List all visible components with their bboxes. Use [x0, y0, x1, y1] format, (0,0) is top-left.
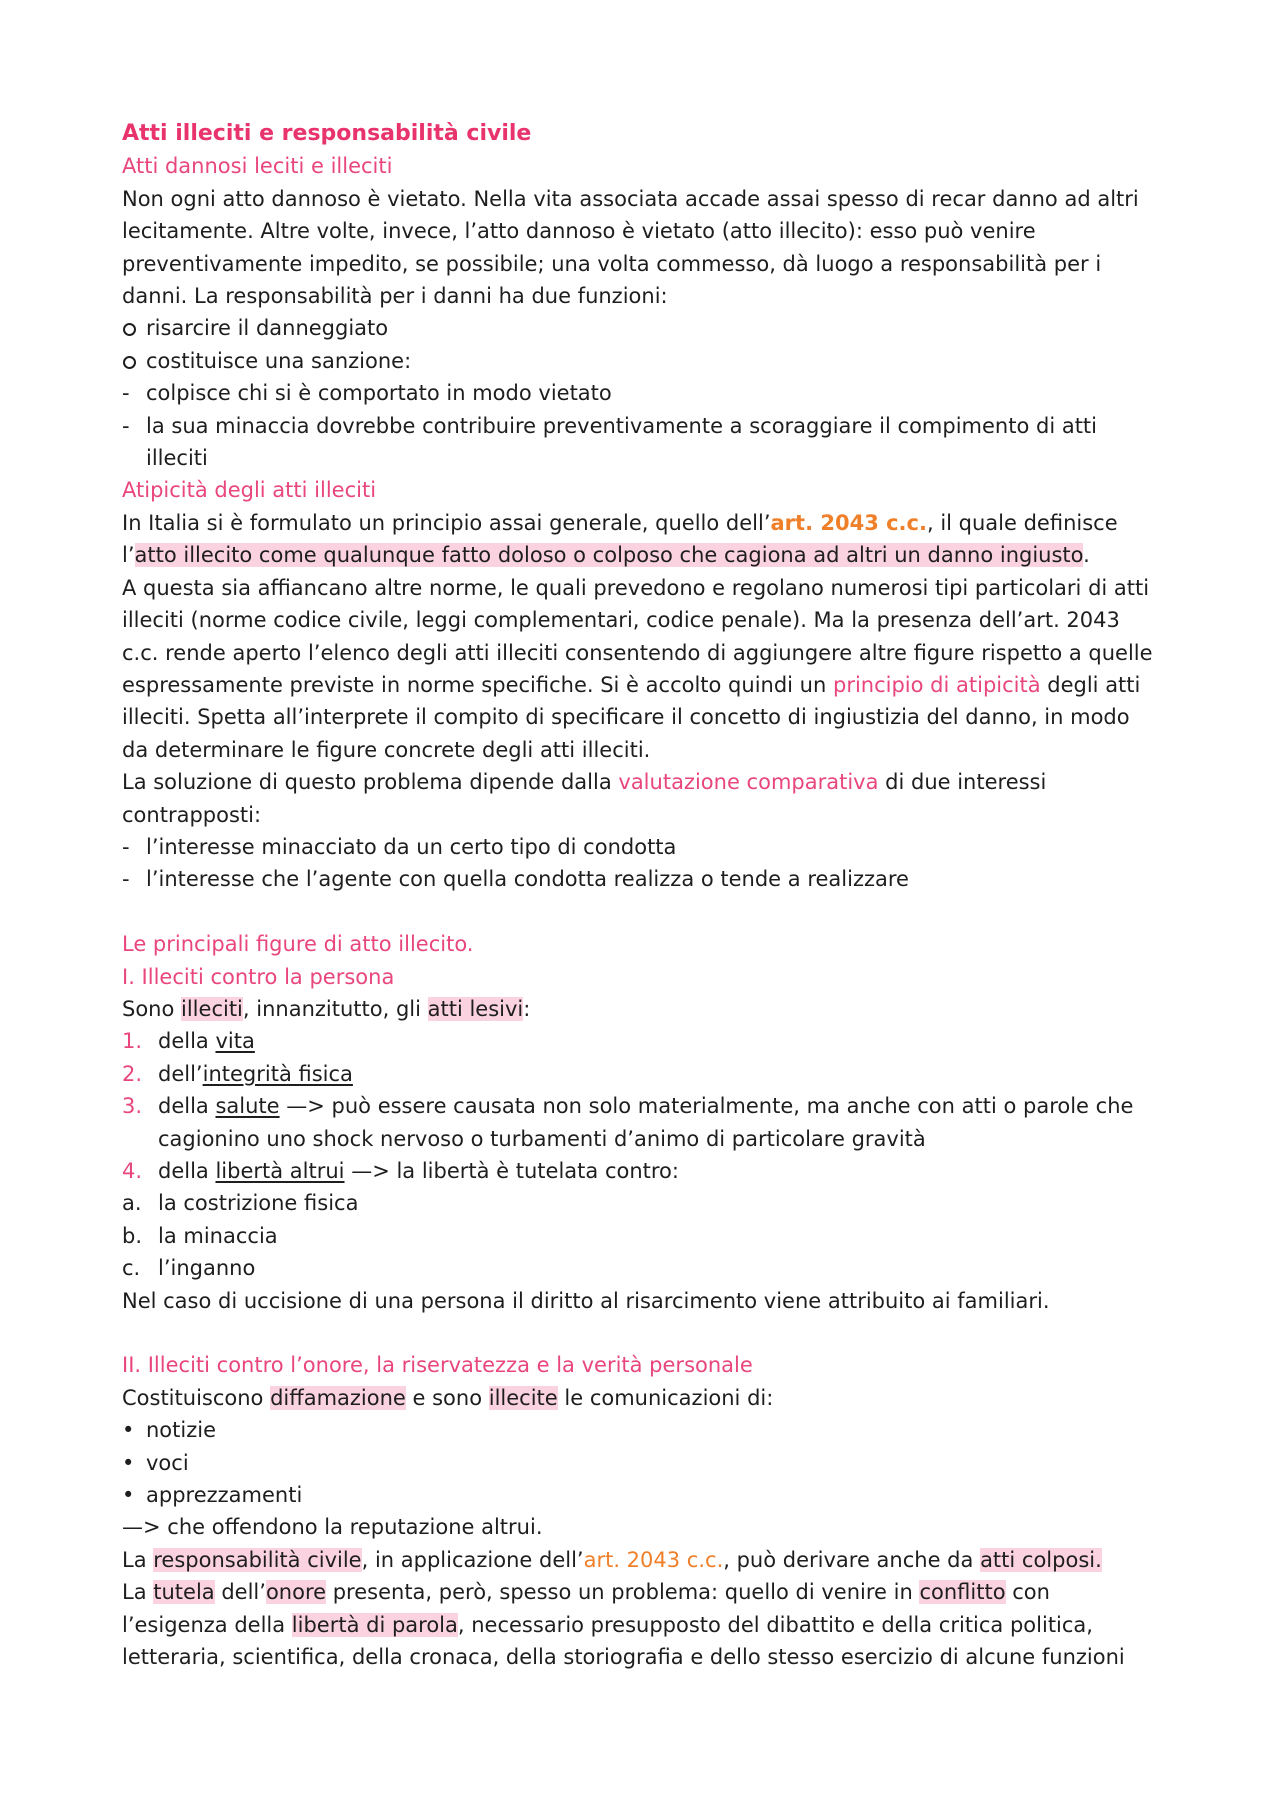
highlight: illeciti [181, 996, 243, 1021]
paragraph-line: letteraria, scientifica, della cronaca, della storiografia e dello stesso esercizio di alcune funzioni [122, 1645, 1125, 1670]
subsection-heading-persona: I. Illeciti contro la persona [122, 964, 395, 989]
item-letter: a. [122, 1191, 142, 1216]
dash-bullet: - [122, 413, 130, 438]
numbered-item: 1. della vita [122, 1025, 1172, 1057]
paragraph-line: illeciti. Spetta all’interprete il compito di specificare il concetto di ingiustizia del danno, in modo [122, 705, 1130, 730]
highlight: atto illecito come qualunque fatto doloso o colposo che cagiona ad altri un danno ingiusto [134, 543, 1084, 568]
list-item-continuation: illeciti [146, 446, 208, 471]
lettered-item: c. l’inganno [122, 1252, 1172, 1284]
key-term: valutazione comparativa [618, 770, 879, 795]
spacer [122, 896, 1172, 928]
paragraph-line: da determinare le figure concrete degli atti illeciti. [122, 737, 651, 762]
paragraph-line: espressamente previste in norme specifiche. Si è accolto quindi un principio di atipicità degli atti [122, 672, 1141, 697]
document-body [122, 118, 1172, 1673]
highlight: diffamazione [270, 1385, 406, 1410]
dash-bullet: - [122, 834, 130, 859]
list-item: - l’interesse minacciato da un certo tipo di condotta [122, 831, 1172, 863]
item-letter: c. [122, 1256, 141, 1281]
highlight: illecite [488, 1385, 558, 1410]
paragraph-line: preventivamente impedito, se possibile; una volta commesso, dà luogo a responsabilità per i [122, 251, 1102, 276]
paragraph-line: contrapposti: [122, 802, 262, 827]
article-reference: art. 2043 c.c. [583, 1547, 724, 1572]
paragraph-line: —> che offendono la reputazione altrui. [122, 1515, 543, 1540]
highlight: atti lesivi [427, 996, 524, 1021]
circle-bullet-icon [123, 356, 136, 369]
list-item: - la sua minaccia dovrebbe contribuire preventivamente a scoraggiare il compimento di atti [122, 410, 1172, 442]
key-term: principio di atipicità [832, 672, 1041, 697]
section-heading-atti-dannosi: Atti dannosi leciti e illeciti [122, 154, 393, 179]
dot-bullet-icon: • [122, 1418, 135, 1443]
section-heading-principali-figure: Le principali figure di atto illecito. [122, 932, 474, 957]
underlined-term: libertà altrui [215, 1158, 345, 1183]
paragraph-line: Non ogni atto dannoso è vietato. Nella vita associata accade assai spesso di recar danno ad altri [122, 186, 1139, 211]
dash-bullet: - [122, 867, 130, 892]
list-item: - l’interesse che l’agente con quella condotta realizza o tende a realizzare [122, 863, 1172, 895]
list-item: - colpisce chi si è comportato in modo vietato [122, 377, 1172, 409]
paragraph-line: Sono illeciti, innanzitutto, gli atti lesivi: [122, 996, 531, 1021]
paragraph-line: l’esigenza della libertà di parola, necessario presupposto del dibattito e della critica politica, [122, 1612, 1093, 1637]
list-item: • notizie [122, 1414, 1172, 1446]
paragraph-line: Nel caso di uccisione di una persona il diritto al risarcimento viene attribuito ai familiari. [122, 1288, 1050, 1313]
item-number: 2. [122, 1061, 143, 1086]
item-number: 1. [122, 1029, 143, 1054]
underlined-term: integrità fisica [202, 1061, 353, 1086]
list-item: costituisce una sanzione: [122, 345, 1172, 377]
dash-bullet: - [122, 381, 130, 406]
list-item: • voci [122, 1447, 1172, 1479]
highlight: libertà di parola [291, 1612, 458, 1637]
paragraph-line: illeciti (norme codice civile, leggi complementari, codice penale). Ma la presenza dell’art. 2043 [122, 608, 1120, 633]
paragraph-line: lecitamente. Altre volte, invece, l’atto dannoso è vietato (atto illecito): esso può venire [122, 219, 1036, 244]
item-number: 3. [122, 1094, 143, 1119]
paragraph-line: In Italia si è formulato un principio assai generale, quello dell’art. 2043 c.c., il quale definisce [122, 510, 1118, 535]
list-item: risarcire il danneggiato [122, 312, 1172, 344]
dot-bullet-icon: • [122, 1450, 135, 1475]
paragraph-line: A questa sia affiancano altre norme, le quali prevedono e regolano numerosi tipi particolari di atti [122, 575, 1150, 600]
item-letter: b. [122, 1223, 143, 1248]
numbered-item: 2. dell’integrità fisica [122, 1058, 1172, 1090]
list-item: • apprezzamenti [122, 1479, 1172, 1511]
lettered-item: b. la minaccia [122, 1220, 1172, 1252]
paragraph-line: c.c. rende aperto l’elenco degli atti illeciti consentendo di aggiungere altre figure rispetto a quelle [122, 640, 1153, 665]
item-number: 4. [122, 1158, 143, 1183]
lettered-item: a. la costrizione fisica [122, 1187, 1172, 1219]
paragraph-line: La responsabilità civile, in applicazione dell’art. 2043 c.c., può derivare anche da atti colposi. [122, 1547, 1102, 1572]
highlight: atti colposi. [980, 1547, 1102, 1572]
paragraph-line: La soluzione di questo problema dipende dalla valutazione comparativa di due interessi [122, 770, 1047, 795]
paragraph-line: danni. La responsabilità per i danni ha due funzioni: [122, 284, 668, 309]
numbered-item: 4. della libertà altrui —> la libertà è tutelata contro: [122, 1155, 1172, 1187]
highlight: onore [265, 1580, 327, 1605]
numbered-item-continuation: cagionino uno shock nervoso o turbamenti d’animo di particolare gravità [158, 1126, 926, 1151]
dot-bullet-icon: • [122, 1483, 135, 1508]
circle-bullet-icon [123, 323, 136, 336]
section-heading-atipicita: Atipicità degli atti illeciti [122, 478, 377, 503]
highlight: responsabilità civile [153, 1547, 362, 1572]
paragraph-line: l’atto illecito come qualunque fatto doloso o colposo che cagiona ad altri un danno ingiusto. [122, 543, 1090, 568]
document-title: Atti illeciti e responsabilità civile [122, 121, 532, 146]
spacer [122, 1317, 1172, 1349]
article-reference: art. 2043 c.c. [770, 510, 927, 535]
highlight: conflitto [919, 1580, 1006, 1605]
paragraph-line: La tutela dell’onore presenta, però, spesso un problema: quello di venire in conflitto con [122, 1580, 1050, 1605]
paragraph-line: Costituiscono diffamazione e sono illecite le comunicazioni di: [122, 1385, 774, 1410]
subsection-heading-onore: II. Illeciti contro l’onore, la riservatezza e la verità personale [122, 1353, 753, 1378]
underlined-term: salute [215, 1094, 280, 1119]
underlined-term: vita [215, 1029, 255, 1054]
numbered-item: 3. della salute —> può essere causata non solo materialmente, ma anche con atti o parole che [122, 1090, 1172, 1122]
highlight: tutela [153, 1580, 215, 1605]
